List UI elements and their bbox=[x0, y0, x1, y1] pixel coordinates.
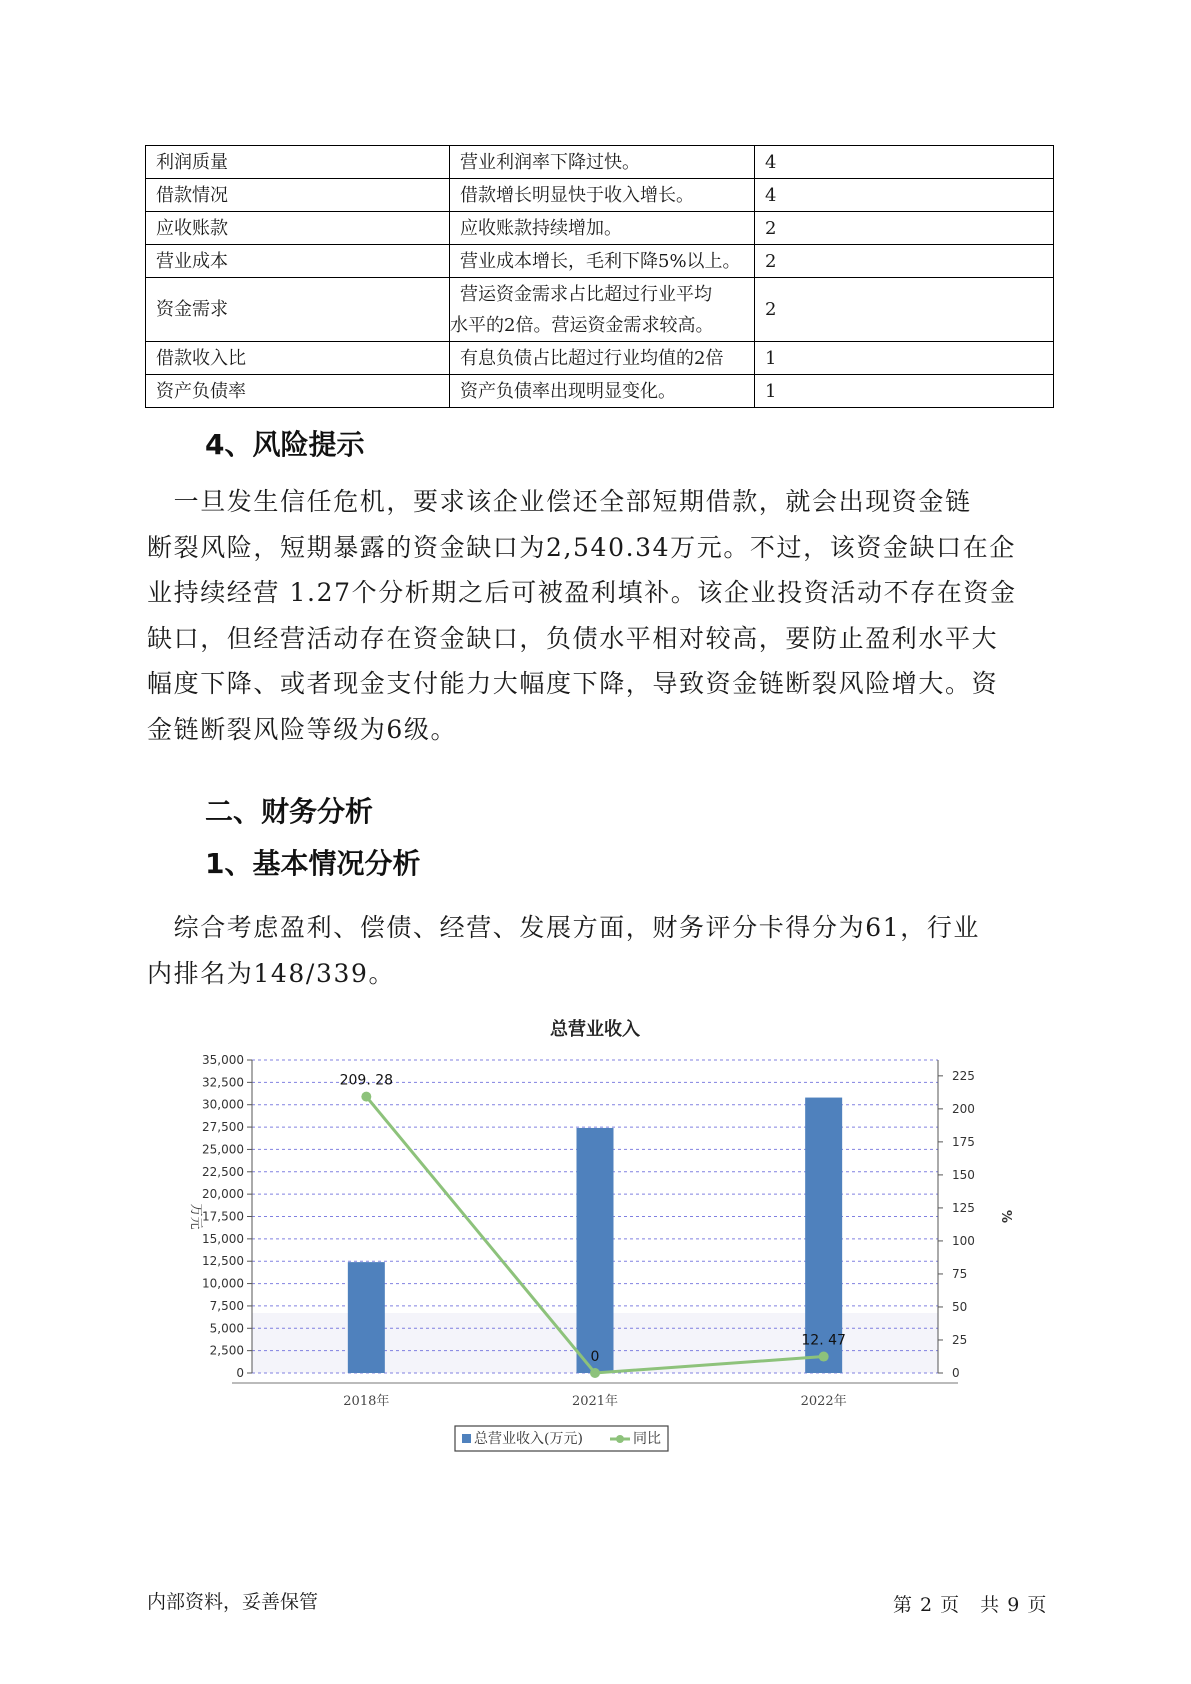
y-tick-label: 27,500 bbox=[202, 1120, 244, 1135]
y2-tick-label: 0 bbox=[952, 1366, 960, 1380]
risk-description-cell bbox=[450, 375, 755, 408]
revenue-chart-svg bbox=[170, 1010, 1030, 1480]
risk-line: 金链断裂风险等级为6级。 bbox=[147, 714, 458, 744]
footer-page-number: 第 2 页 共 9 页 bbox=[893, 1594, 1048, 1616]
y-tick-label: 20,000 bbox=[202, 1187, 244, 1202]
risk-description-cell bbox=[450, 212, 755, 245]
y-tick-label: 35,000 bbox=[202, 1053, 244, 1067]
yoy-data-label: 0 bbox=[590, 1349, 600, 1365]
y-axis-label: 万元 bbox=[188, 1203, 203, 1230]
table-row bbox=[146, 245, 1054, 278]
risk-score-cell: 4 bbox=[755, 179, 1054, 212]
table-row bbox=[146, 212, 1054, 245]
risk-line: 一旦发生信任危机，要求该企业偿还全部短期借款，就会出现资金链 bbox=[147, 487, 972, 516]
y-tick-label: 32,500 bbox=[202, 1075, 244, 1090]
risk-paragraph bbox=[147, 479, 1062, 752]
yoy-point bbox=[361, 1092, 371, 1102]
y-tick-label: 15,000 bbox=[202, 1231, 244, 1246]
x-tick-label: 2021年 bbox=[571, 1394, 619, 1409]
table-row bbox=[146, 375, 1054, 408]
y2-tick-label: 200 bbox=[952, 1101, 975, 1116]
y2-tick-label: 100 bbox=[952, 1233, 975, 1248]
risk-line: 断裂风险，短期暴露的资金缺口为2,540.34万元。不过，该资金缺口在企 bbox=[147, 532, 1016, 562]
risk-description-cell bbox=[450, 278, 755, 342]
risk-item-cell: 营业成本 bbox=[146, 245, 450, 278]
table-row bbox=[146, 342, 1054, 375]
y2-tick-label: 125 bbox=[952, 1200, 975, 1215]
risk-description-line: 有息负债占比超过行业均值的2倍 bbox=[460, 347, 724, 369]
finance-line: 内排名为148/339。 bbox=[147, 958, 396, 988]
table-row bbox=[146, 179, 1054, 212]
x-tick-label: 2018年 bbox=[343, 1394, 390, 1409]
y-tick-label: 2,500 bbox=[209, 1343, 244, 1358]
finance-line: 综合考虑盈利、偿债、经营、发展方面，财务评分卡得分为61，行业 bbox=[147, 913, 981, 942]
risk-item-cell: 应收账款 bbox=[146, 212, 450, 245]
chart-title: 总营业收入 bbox=[550, 1019, 640, 1040]
table-row bbox=[146, 146, 1054, 179]
yoy-point bbox=[590, 1368, 600, 1378]
finance-section-heading: 二、财务分析 bbox=[205, 795, 374, 828]
y-tick-label: 5,000 bbox=[209, 1321, 244, 1336]
risk-description-line: 水平的2倍。营运资金需求较高。 bbox=[450, 314, 714, 336]
risk-description-cell bbox=[450, 146, 755, 179]
risk-description-cell bbox=[450, 179, 755, 212]
footer-confidential: 内部资料，妥善保管 bbox=[147, 1591, 319, 1613]
legend-label-revenue: 总营业收入(万元) bbox=[474, 1431, 583, 1447]
y2-tick-label: 50 bbox=[952, 1299, 968, 1314]
risk-description-line: 营业利润率下降过快。 bbox=[460, 151, 640, 173]
y-tick-label: 22,500 bbox=[202, 1164, 244, 1179]
risk-score-cell: 2 bbox=[755, 278, 1054, 342]
risk-description-cell bbox=[450, 245, 755, 278]
risk-item-cell: 资金需求 bbox=[146, 278, 450, 342]
risk-score-cell: 1 bbox=[755, 342, 1054, 375]
table-row bbox=[146, 278, 1054, 342]
risk-line: 业持续经营 1.27个分析期之后可被盈利填补。该企业投资活动不存在资金 bbox=[147, 578, 1017, 607]
y-tick-label: 30,000 bbox=[202, 1097, 244, 1112]
risk-score-cell: 2 bbox=[755, 212, 1054, 245]
y2-tick-label: 25 bbox=[952, 1332, 968, 1347]
risk-item-cell: 资产负债率 bbox=[146, 375, 450, 408]
risk-line: 幅度下降、或者现金支付能力大幅度下降，导致资金链断裂风险增大。资 bbox=[147, 669, 999, 698]
y2-tick-label: 150 bbox=[952, 1167, 975, 1182]
risk-score-cell: 1 bbox=[755, 375, 1054, 408]
risk-description-line: 借款增长明显快于收入增长。 bbox=[460, 184, 694, 206]
yoy-data-label: 12. 47 bbox=[801, 1332, 846, 1349]
y2-tick-label: 175 bbox=[952, 1134, 975, 1149]
legend-marker-yoy bbox=[616, 1435, 624, 1443]
y-tick-label: 12,500 bbox=[202, 1254, 244, 1269]
basic-analysis-heading: 1、基本情况分析 bbox=[205, 847, 421, 880]
y-tick-label: 25,000 bbox=[202, 1142, 244, 1157]
legend-swatch-revenue bbox=[462, 1434, 471, 1443]
bar bbox=[577, 1128, 614, 1373]
yoy-data-label: 209. 28 bbox=[339, 1072, 394, 1089]
risk-indicator-table bbox=[145, 145, 1054, 408]
risk-item-cell: 借款收入比 bbox=[146, 342, 450, 375]
risk-description-line: 应收账款持续增加。 bbox=[460, 217, 622, 239]
bar bbox=[348, 1262, 385, 1373]
risk-line: 缺口，但经营活动存在资金缺口，负债水平相对较高，要防止盈利水平大 bbox=[147, 623, 999, 653]
legend-label-yoy: 同比 bbox=[633, 1431, 661, 1447]
revenue-chart bbox=[170, 1010, 1030, 1480]
y2-tick-label: 225 bbox=[952, 1068, 975, 1083]
risk-item-cell: 借款情况 bbox=[146, 179, 450, 212]
y-tick-label: 10,000 bbox=[202, 1276, 244, 1291]
y-tick-label: 17,500 bbox=[202, 1209, 244, 1224]
risk-description-line: 资产负债率出现明显变化。 bbox=[460, 380, 676, 402]
risk-score-cell: 2 bbox=[755, 245, 1054, 278]
y2-tick-label: 75 bbox=[952, 1266, 968, 1281]
y-tick-label: 7,500 bbox=[209, 1298, 244, 1313]
yoy-point bbox=[819, 1352, 829, 1362]
risk-description-line: 营运资金需求占比超过行业平均 bbox=[460, 283, 712, 305]
risk-description-cell bbox=[450, 342, 755, 375]
y2-axis-label: % bbox=[998, 1209, 1013, 1224]
y-tick-label: 0 bbox=[236, 1366, 244, 1380]
x-tick-label: 2022年 bbox=[800, 1394, 847, 1409]
risk-item-cell: 利润质量 bbox=[146, 146, 450, 179]
risk-description-line: 营业成本增长，毛利下降5%以上。 bbox=[460, 250, 741, 272]
finance-paragraph bbox=[147, 905, 1062, 996]
risk-score-cell: 4 bbox=[755, 146, 1054, 179]
risk-section-heading: 4、风险提示 bbox=[205, 428, 365, 461]
